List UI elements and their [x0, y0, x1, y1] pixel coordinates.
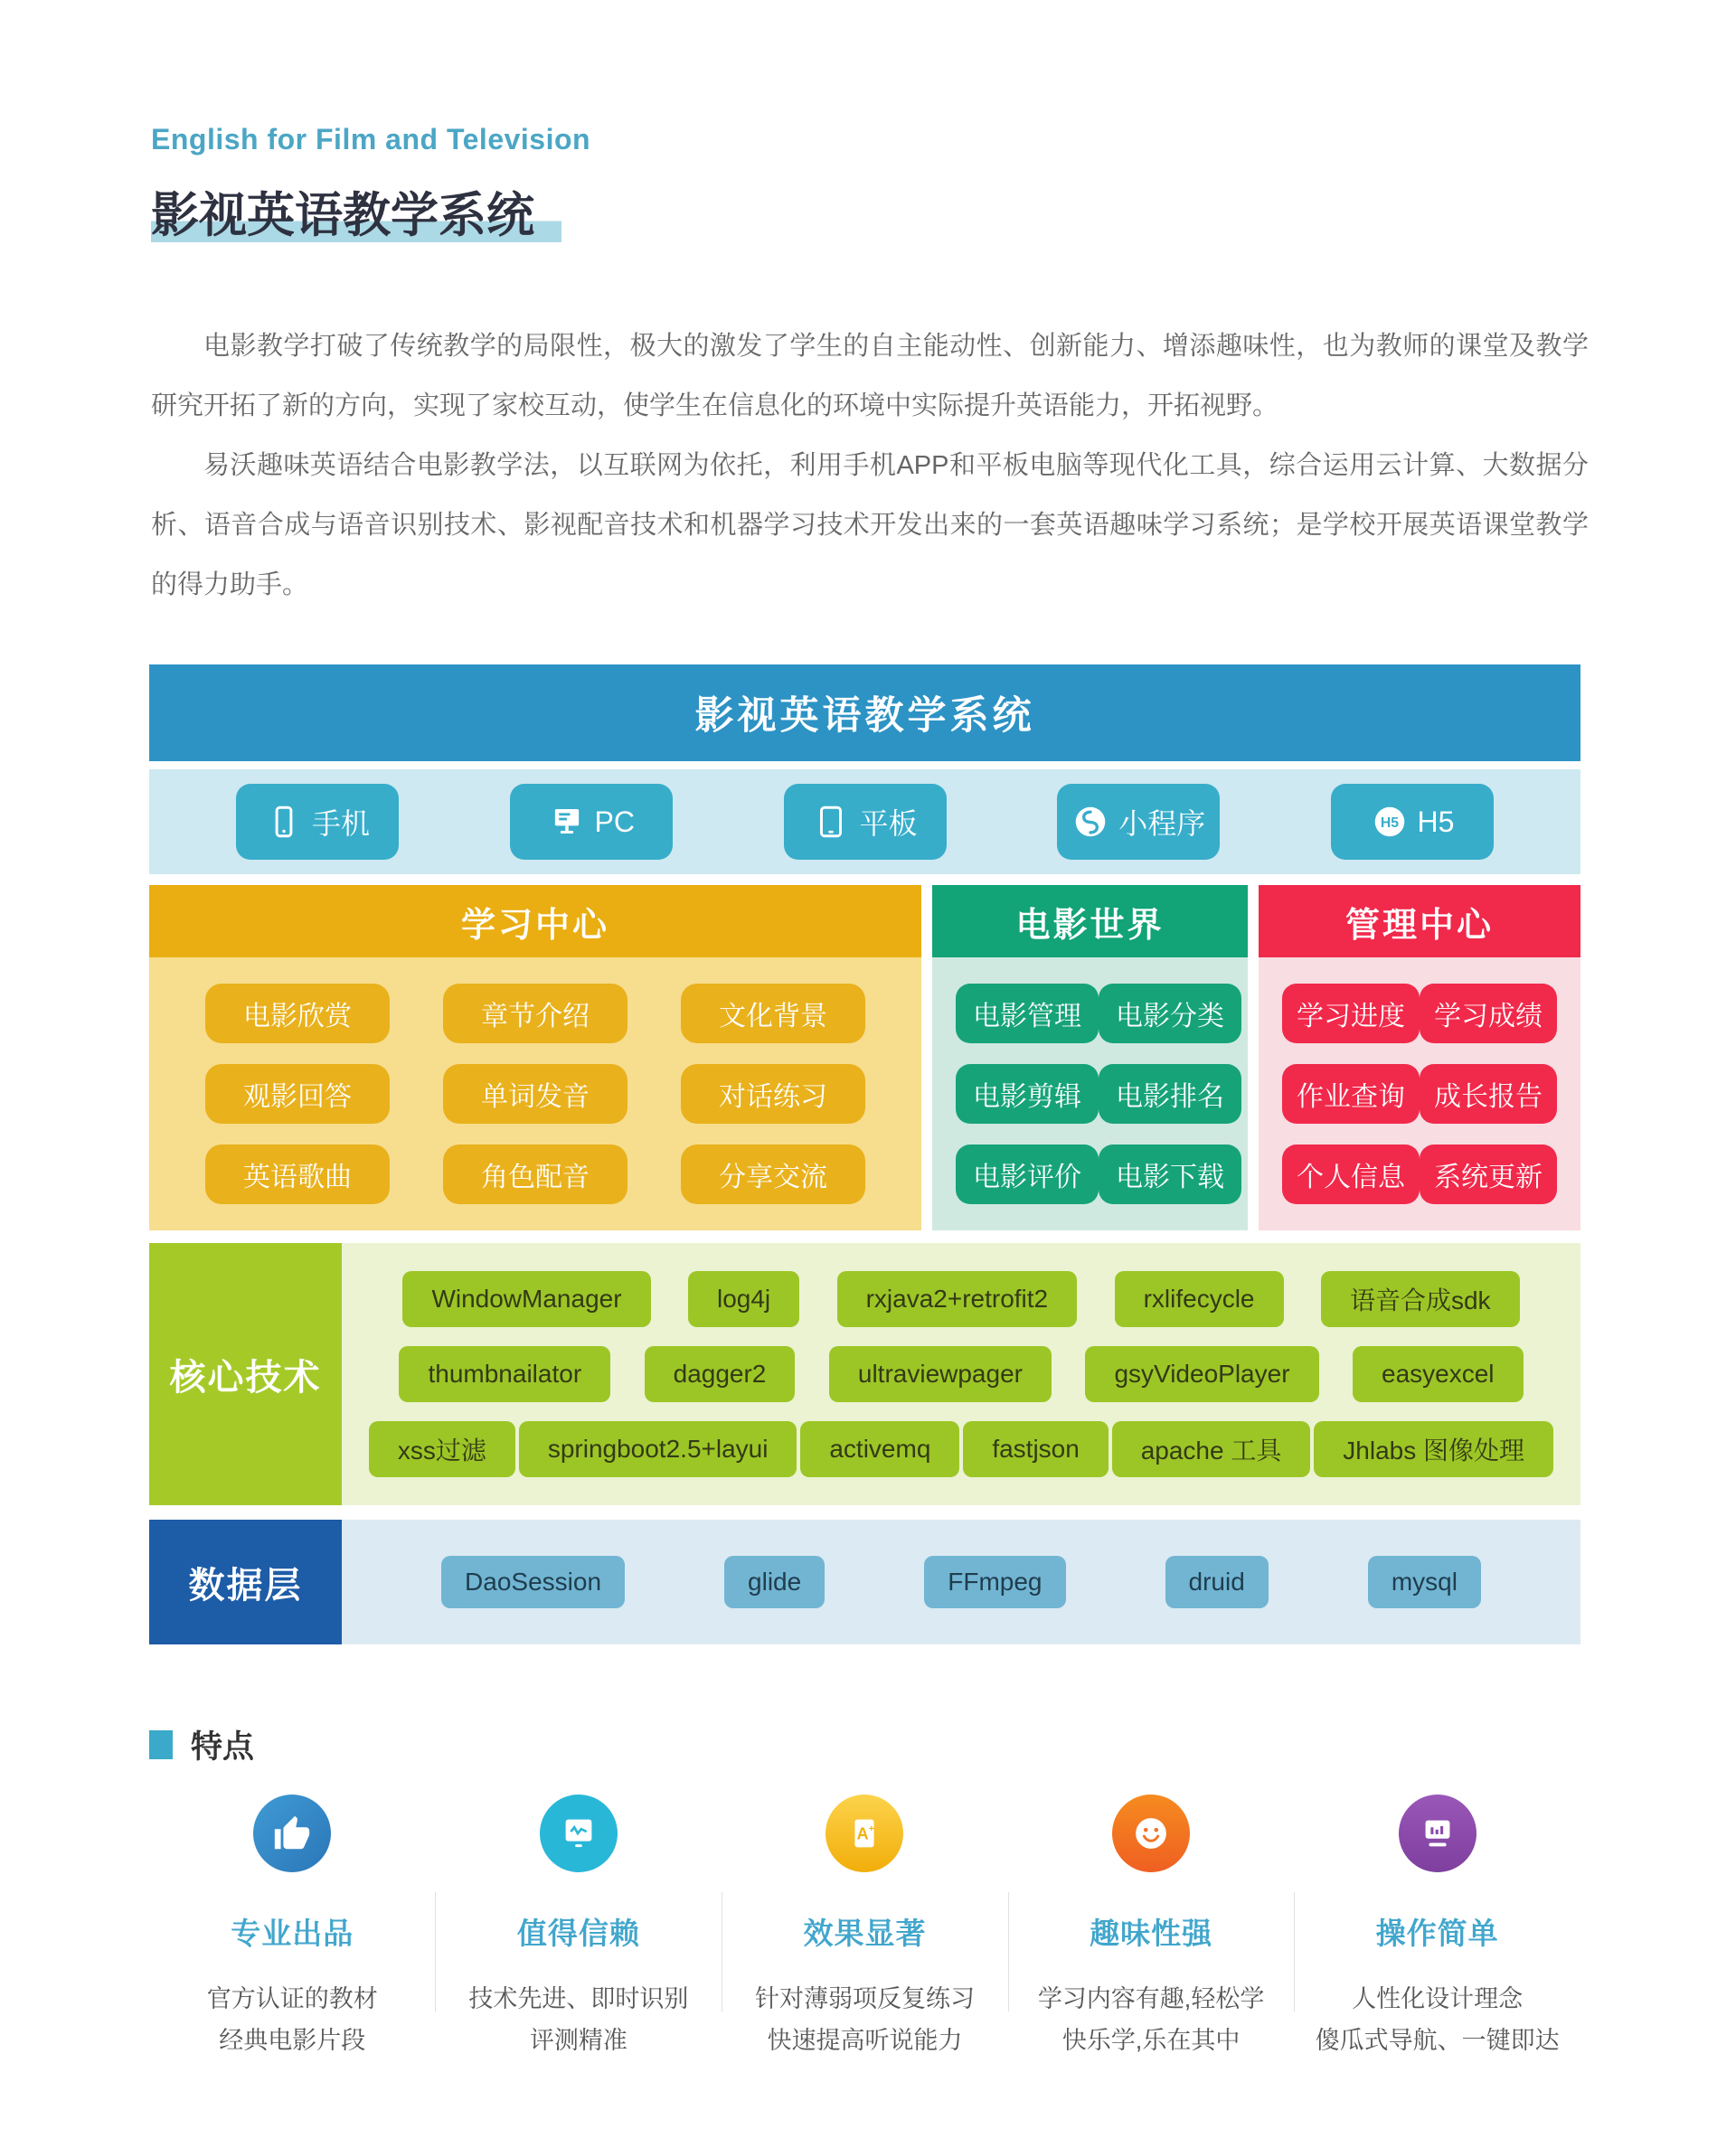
platform-label: PC	[594, 805, 635, 838]
system-architecture-diagram	[149, 664, 1580, 1644]
svg-text:A: A	[856, 1824, 870, 1843]
tech-chip: Jhlabs 图像处理	[1314, 1421, 1553, 1477]
feature-effective	[722, 1795, 1008, 2061]
column-title: 电影世界	[932, 885, 1248, 957]
feature-title: 趣味性强	[1090, 1917, 1213, 1950]
tech-chip: 语音合成sdk	[1321, 1271, 1520, 1327]
miniprogram-icon	[1071, 803, 1109, 841]
core-tech-row	[365, 1271, 1557, 1327]
feature-desc: 学习内容有趣,轻松学	[1037, 1985, 1265, 2012]
feature-title: 操作简单	[1375, 1917, 1499, 1950]
platform-tablet	[784, 784, 947, 860]
module-chip: 观影回答	[205, 1064, 390, 1124]
tech-chip: log4j	[688, 1271, 799, 1327]
column-learning-center	[149, 885, 921, 1230]
feature-desc: 快乐学,乐在其中	[1061, 2027, 1241, 2054]
module-chip: 章节介绍	[443, 984, 627, 1043]
feature-desc: 针对薄弱项反复练习	[754, 1985, 975, 2012]
tech-chip: dagger2	[645, 1346, 796, 1402]
monitor-pulse-icon	[540, 1795, 618, 1872]
tech-chip: thumbnailator	[399, 1346, 610, 1402]
divider	[435, 1892, 436, 2011]
feature-desc: 快速提高听说能力	[767, 2027, 963, 2054]
data-chip: DaoSession	[441, 1556, 625, 1608]
square-bullet-icon	[149, 1730, 173, 1759]
feature-desc: 人性化设计理念	[1352, 1985, 1524, 2012]
module-chip: 角色配音	[443, 1145, 627, 1204]
a-plus-icon	[826, 1795, 903, 1872]
column-body	[1259, 957, 1580, 1230]
column-body	[932, 957, 1248, 1230]
module-chip: 英语歌曲	[205, 1145, 390, 1204]
divider	[1008, 1892, 1009, 2011]
column-admin-center	[1259, 885, 1580, 1230]
module-chip: 电影欣赏	[205, 984, 390, 1043]
module-columns	[149, 885, 1580, 1230]
module-chip: 对话练习	[681, 1064, 865, 1124]
platform-band	[149, 769, 1580, 874]
module-chip: 电影管理	[956, 984, 1099, 1043]
h5-icon	[1371, 803, 1409, 841]
platform-mobile	[236, 784, 399, 860]
core-tech-band	[149, 1243, 1580, 1505]
data-chip: mysql	[1368, 1556, 1481, 1608]
platform-miniprogram	[1057, 784, 1220, 860]
thumbs-up-glyph	[271, 1813, 313, 1854]
feature-title: 专业出品	[231, 1917, 354, 1950]
feature-desc: 官方认证的教材	[206, 1985, 378, 2012]
module-chip: 电影评价	[956, 1145, 1099, 1204]
feature-easy	[1294, 1795, 1580, 2061]
tech-chip: rxlifecycle	[1115, 1271, 1284, 1327]
feature-desc: 傻瓜式导航、一键即达	[1315, 2027, 1560, 2054]
smiley-icon	[1112, 1795, 1190, 1872]
svg-text:+: +	[869, 1823, 875, 1835]
data-layer-body	[342, 1520, 1580, 1644]
column-movie-world	[932, 885, 1248, 1230]
module-chip: 分享交流	[681, 1145, 865, 1204]
module-chip: 电影下载	[1099, 1145, 1241, 1204]
feature-desc: 经典电影片段	[219, 2027, 366, 2054]
column-body	[149, 957, 921, 1230]
divider	[1294, 1892, 1295, 2011]
platform-pc	[510, 784, 673, 860]
a-plus-glyph	[844, 1813, 885, 1854]
column-title: 学习中心	[149, 885, 921, 957]
tech-chip: apache 工具	[1112, 1421, 1311, 1477]
monitor-pulse-glyph	[558, 1813, 599, 1854]
thumbs-up-icon	[253, 1795, 331, 1872]
tech-chip: easyexcel	[1353, 1346, 1524, 1402]
data-chip: glide	[724, 1556, 825, 1608]
intro-text	[151, 316, 1589, 615]
feature-trustworthy	[436, 1795, 722, 2061]
desktop-icon	[548, 803, 586, 841]
svg-text:H5: H5	[1380, 815, 1399, 831]
tech-chip: ultraviewpager	[829, 1346, 1052, 1402]
feature-professional	[149, 1795, 436, 2061]
tech-chip: xss过滤	[369, 1421, 515, 1477]
module-chip: 电影排名	[1099, 1064, 1241, 1124]
tech-chip: springboot2.5+layui	[519, 1421, 797, 1477]
feature-fun	[1008, 1795, 1295, 2061]
module-chip: 作业查询	[1282, 1064, 1420, 1124]
module-chip: 成长报告	[1420, 1064, 1557, 1124]
page-title-chinese	[151, 177, 561, 246]
platform-label: 小程序	[1118, 807, 1206, 840]
module-chip: 学习进度	[1282, 984, 1420, 1043]
diagram-title: 影视英语教学系统	[149, 664, 1580, 761]
features-row	[149, 1795, 1580, 2061]
tech-chip: activemq	[800, 1421, 959, 1477]
module-chip: 系统更新	[1420, 1145, 1557, 1204]
data-chip: FFmpeg	[924, 1556, 1065, 1608]
platform-label: 平板	[859, 807, 918, 840]
smiley-glyph	[1130, 1813, 1172, 1854]
module-chip: 学习成绩	[1420, 984, 1557, 1043]
data-layer-label: 数据层	[149, 1520, 342, 1644]
feature-desc: 评测精准	[529, 2027, 627, 2054]
intro-paragraph: 易沃趣味英语结合电影教学法，以互联网为依托，利用手机APP和平板电脑等现代化工具，综合运用云计算、大数据分析、语音合成与语音识别技术、影视配音技术和机器学习技术开发出来的一套英语趣味学习系统；是学校开展英语课堂教学的得力助手。	[151, 451, 1589, 599]
tech-chip: fastjson	[963, 1421, 1109, 1477]
platform-h5	[1331, 784, 1494, 860]
module-chip: 单词发音	[443, 1064, 627, 1124]
page-title-chinese-text: 影视英语教学系统	[151, 189, 561, 242]
tech-chip: gsyVideoPlayer	[1085, 1346, 1318, 1402]
core-tech-body	[342, 1243, 1580, 1505]
features-heading-text: 特点	[191, 1729, 255, 1765]
module-chip: 文化背景	[681, 984, 865, 1043]
module-chip: 电影分类	[1099, 984, 1241, 1043]
data-chip: druid	[1165, 1556, 1269, 1608]
data-layer-band	[149, 1520, 1580, 1644]
core-tech-label: 核心技术	[149, 1243, 342, 1505]
platform-label: 手机	[311, 807, 370, 840]
platform-label: H5	[1417, 805, 1455, 838]
tech-chip: WindowManager	[402, 1271, 650, 1327]
device-icon	[1399, 1795, 1477, 1872]
core-tech-row	[365, 1346, 1557, 1402]
phone-icon	[265, 803, 303, 841]
tech-chip: rxjava2+retrofit2	[837, 1271, 1078, 1327]
feature-title: 值得信赖	[516, 1917, 640, 1950]
tablet-icon	[812, 803, 850, 841]
module-chip: 电影剪辑	[956, 1064, 1099, 1124]
feature-desc: 技术先进、即时识别	[468, 1985, 689, 2012]
device-glyph	[1417, 1813, 1458, 1854]
intro-paragraph: 电影教学打破了传统教学的局限性，极大的激发了学生的自主能动性、创新能力、增添趣味性，也为教师的课堂及教学研究开拓了新的方向，实现了家校互动，使学生在信息化的环境中实际提升英语能力，开拓视野。	[151, 332, 1589, 420]
features-heading	[149, 1722, 254, 1767]
module-chip: 个人信息	[1282, 1145, 1420, 1204]
core-tech-row	[365, 1421, 1557, 1477]
page-title-english: English for Film and Television	[151, 123, 591, 155]
feature-title: 效果显著	[803, 1917, 927, 1950]
column-title: 管理中心	[1259, 885, 1580, 957]
